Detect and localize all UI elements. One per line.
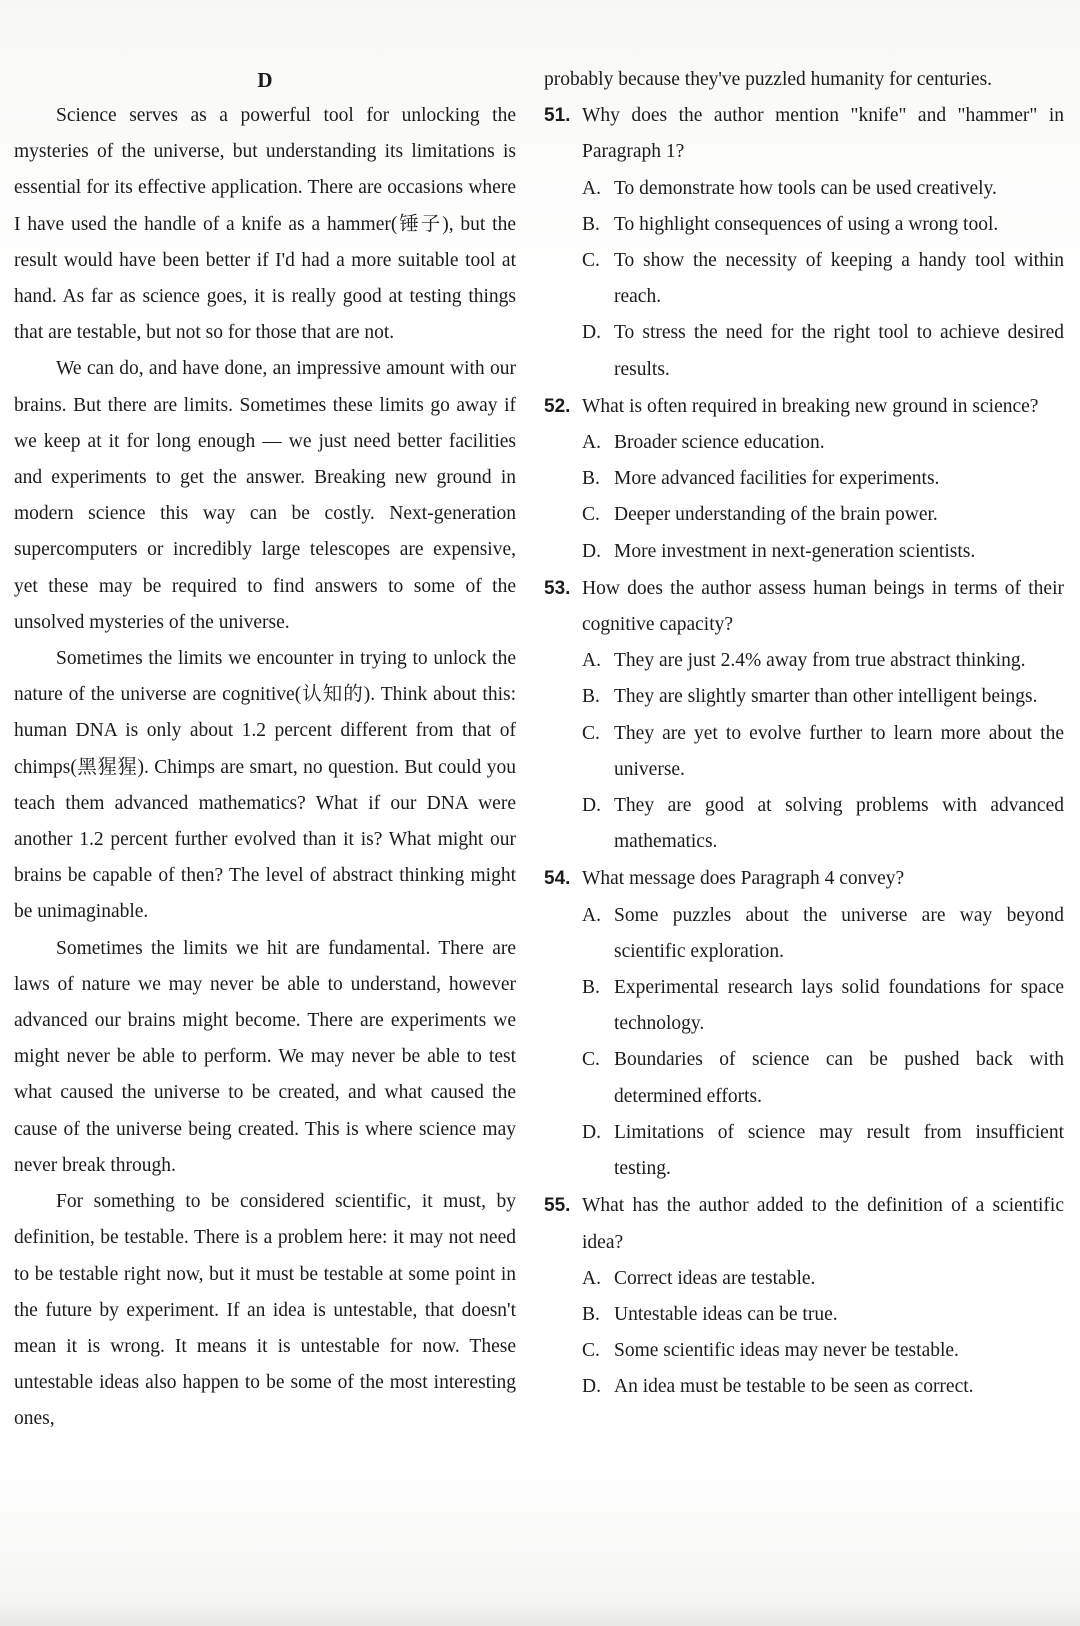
option-letter: A. — [582, 650, 601, 672]
option-letter: B. — [582, 468, 600, 490]
option-text: Correct ideas are testable. — [614, 1267, 816, 1289]
option-text: They are good at solving problems with advanced mathematics. — [614, 795, 1064, 853]
option-letter: B. — [582, 686, 600, 708]
questions-column — [544, 62, 1064, 1407]
question-text: What message does Paragraph 4 convey? — [582, 868, 905, 890]
question-number: 55. — [544, 1195, 571, 1217]
option-text: Experimental research lays solid foundations for space technology. — [614, 977, 1064, 1035]
option-c[interactable] — [544, 1042, 1064, 1114]
question-text: Why does the author mention "knife" and "hammer" in Paragraph 1? — [582, 105, 1064, 163]
option-d[interactable] — [544, 1369, 1064, 1405]
option-text: Some puzzles about the universe are way beyond scientific exploration. — [614, 904, 1064, 962]
option-text: To stress the need for the right tool to achieve desired results. — [614, 322, 1064, 380]
option-letter: A. — [582, 177, 601, 199]
question-number: 52. — [544, 395, 571, 417]
option-letter: D. — [582, 322, 601, 344]
option-text: To demonstrate how tools can be used creatively. — [614, 177, 997, 199]
passage-continuation: probably because they've puzzled humanity for centuries. — [544, 69, 993, 90]
option-letter: C. — [582, 722, 600, 744]
option-letter: C. — [582, 504, 600, 526]
option-c[interactable] — [544, 1333, 1064, 1369]
option-a[interactable] — [544, 1261, 1064, 1297]
option-text: They are yet to evolve further to learn more about the universe. — [614, 722, 1064, 780]
page-bottom-shadow — [0, 1602, 1080, 1626]
option-text: They are just 2.4% away from true abstract thinking. — [614, 650, 1026, 672]
option-letter: A. — [582, 904, 601, 926]
question-number: 53. — [544, 577, 571, 599]
question-text: How does the author assess human beings in terms of their cognitive capacity? — [582, 577, 1064, 636]
option-text: Broader science education. — [614, 432, 825, 454]
passage-paragraph-2: We can do, and have done, an impressive amount with our brains. But there are limits. Sometimes these limits go away if we keep at it for long enough — we just need better facilities and experiments to get the answer. Breaking new ground in modern science this way can be costly. Next-generation supercomputers or incredibly large telescopes are expensive, yet these may be required to find answers to some of the unsolved mysteries of the universe. — [14, 358, 516, 633]
option-b[interactable] — [544, 970, 1064, 1042]
option-letter: C. — [582, 1340, 600, 1362]
question-text: What is often required in breaking new ground in science? — [582, 395, 1039, 417]
option-letter: A. — [582, 432, 601, 454]
question-55 — [544, 1188, 1064, 1405]
option-letter: B. — [582, 977, 600, 999]
option-letter: A. — [582, 1267, 601, 1289]
question-54 — [544, 861, 1064, 1187]
question-text: What has the author added to the definition of a scientific idea? — [582, 1195, 1064, 1253]
option-c[interactable] — [544, 497, 1064, 533]
option-c[interactable] — [544, 716, 1064, 788]
option-a[interactable] — [544, 425, 1064, 461]
passage-paragraph-3: Sometimes the limits we encounter in trying to unlock the nature of the universe are cognitive(认知的). Think about this: human DNA is only about 1.2 percent different from that of chimps(黑猩猩). Chimps are smart, no question. But could you teach them advanced mathematics? What if our DNA were another 1.2 percent further evolved than it is? What might our brains be capable of then? The level of abstract thinking might be unimaginable. — [14, 648, 516, 923]
option-a[interactable] — [544, 643, 1064, 679]
option-letter: D. — [582, 1376, 601, 1398]
question-52 — [544, 389, 1064, 570]
option-d[interactable] — [544, 788, 1064, 860]
option-text: Some scientific ideas may never be testable. — [614, 1340, 959, 1362]
option-text: They are slightly smarter than other intelligent beings. — [614, 686, 1038, 708]
option-b[interactable] — [544, 679, 1064, 715]
option-text: Boundaries of science can be pushed back with determined efforts. — [614, 1049, 1064, 1107]
option-a[interactable] — [544, 898, 1064, 970]
option-c[interactable] — [544, 243, 1064, 315]
option-text: To highlight consequences of using a wrong tool. — [614, 213, 999, 235]
option-d[interactable] — [544, 534, 1064, 570]
option-text: More advanced facilities for experiments. — [614, 468, 940, 490]
option-text: An idea must be testable to be seen as correct. — [614, 1376, 974, 1398]
option-b[interactable] — [544, 1297, 1064, 1333]
option-letter: D. — [582, 540, 601, 562]
section-title: D — [257, 68, 273, 92]
option-letter: D. — [582, 1121, 601, 1143]
option-text: To show the necessity of keeping a handy tool within reach. — [614, 250, 1064, 308]
passage-paragraph-5: For something to be considered scientific, it must, by definition, be testable. There is a problem here: it may not need to be testable right now, but it must be testable at some point in the future by experiment. If an idea is untestable, that doesn't mean it is wrong. It means it is untestable for now. These untestable ideas also happen to be some of the most interesting ones, — [14, 1191, 516, 1430]
option-b[interactable] — [544, 461, 1064, 497]
option-letter: D. — [582, 795, 601, 817]
option-b[interactable] — [544, 207, 1064, 243]
passage-column — [14, 62, 516, 1438]
question-number: 51. — [544, 105, 571, 127]
option-text: Limitations of science may result from insufficient testing. — [614, 1121, 1064, 1180]
option-text: More investment in next-generation scientists. — [614, 540, 976, 562]
option-d[interactable] — [544, 315, 1064, 387]
passage-paragraph-1: Science serves as a powerful tool for unlocking the mysteries of the universe, but understanding its limitations is essential for its effective application. There are occasions where I have used the handle of a knife as a hammer(锤子), but the result would have been better if I'd had a more suitable tool at hand. As far as science goes, it is really good at testing things that are testable, but not so for those that are not. — [14, 105, 516, 344]
option-text: Untestable ideas can be true. — [614, 1303, 838, 1325]
option-letter: C. — [582, 250, 600, 272]
option-letter: C. — [582, 1049, 600, 1071]
option-letter: B. — [582, 1303, 600, 1325]
passage-paragraph-4: Sometimes the limits we hit are fundamental. There are laws of nature we may never be able to understand, however advanced our brains might become. There are experiments we might never be able to perform. We may never be able to test what caused the universe to be created, and what caused the cause of the universe being created. This is where science may never break through. — [14, 937, 516, 1176]
option-d[interactable] — [544, 1115, 1064, 1187]
question-51 — [544, 98, 1064, 388]
option-letter: B. — [582, 213, 600, 235]
option-a[interactable] — [544, 171, 1064, 207]
question-number: 54. — [544, 868, 571, 890]
question-53 — [544, 571, 1064, 861]
option-text: Deeper understanding of the brain power. — [614, 504, 938, 526]
